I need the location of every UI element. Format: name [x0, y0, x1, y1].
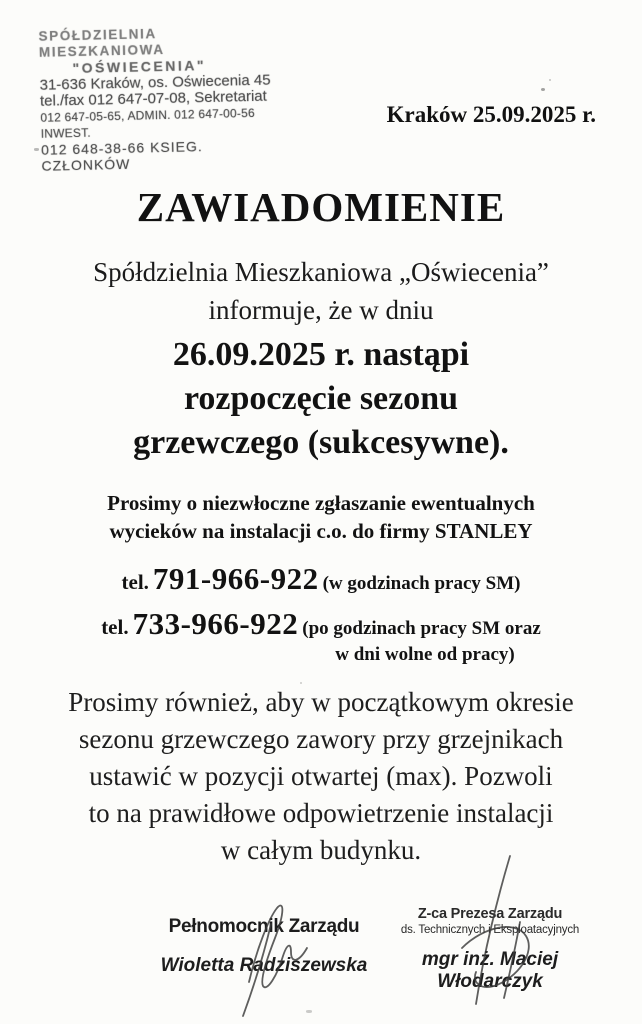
phone-line-2: [0, 606, 642, 642]
phone-line-1: [0, 561, 642, 597]
paragraph-line: ustawić w pozycji otwartej (max). Pozwoli: [89, 761, 553, 791]
phone-prefix: tel.: [101, 615, 129, 639]
closing-paragraph: [0, 684, 642, 869]
paragraph-line: to na prawidłowe odpowietrzenie instalacji: [88, 798, 554, 828]
stamp-line: SPÓŁDZIELNIA MIESZKANIOWA: [38, 26, 165, 60]
scan-speck: [541, 88, 545, 91]
paragraph-line: sezonu grzewczego zawory przy grzejnikach: [78, 724, 564, 754]
signer-role: Z-ca Prezesa Zarządu: [417, 906, 563, 922]
phone-number: 791-966-922: [152, 561, 319, 596]
paragraph-line: Prosimy również, aby w początkowym okresie: [68, 687, 574, 717]
scan-speck: [34, 148, 39, 151]
phone-prefix: tel.: [121, 570, 149, 594]
scan-speck: [549, 79, 551, 81]
phone-note-continuation: w dni wolne od pracy): [335, 644, 515, 665]
signer-name: Wioletta Radziszewska: [160, 955, 368, 976]
request-line: Prosimy o niezwłoczne zgłaszanie ewentualnych: [107, 491, 535, 515]
intro-line: informuje, że w dniu: [208, 295, 434, 325]
signer-role-detail: ds. Technicznych i Eksploatacyjnych: [400, 924, 580, 936]
stamp-line: "OŚWIECENIA": [72, 57, 207, 77]
request-paragraph: [0, 489, 642, 545]
announcement-line: rozpoczęcie sezonu: [183, 380, 459, 417]
phone-number: 733-966-922: [132, 606, 299, 641]
document-title: ZAWIADOMIENIE: [136, 184, 506, 230]
scan-speck: [300, 682, 302, 684]
paragraph-line: w całym budynku.: [220, 835, 422, 865]
signature-block-left: [148, 916, 380, 977]
signer-name: mgr inż. Maciej Włodarczyk: [421, 949, 559, 992]
announcement-heading: [0, 333, 642, 465]
scan-speck: [306, 1010, 312, 1013]
phone-note: (w godzinach pracy SM): [322, 573, 521, 594]
phone-note: (po godzinach pracy SM oraz: [302, 618, 541, 639]
stamp-line: tel./fax 012 647-07-08, Sekretariat: [39, 87, 267, 110]
signer-role: Pełnomocnik Zarządu: [168, 916, 360, 937]
intro-line: Spółdzielnia Mieszkaniowa „Oświecenia”: [93, 257, 549, 287]
announcement-line: grzewczego (sukcesywne).: [133, 424, 509, 461]
dateline: Kraków 25.09.2025 r.: [386, 102, 596, 127]
stamp-line: 012 648-38-66 KSIEG. CZŁONKÓW: [40, 138, 203, 174]
signature-block-right: [384, 906, 596, 993]
stamp-line: 012 647-05-65, ADMIN. 012 647-00-56 INWEST.: [40, 105, 255, 141]
intro-paragraph: [0, 253, 642, 329]
announcement-line: 26.09.2025 r. nastąpi: [172, 336, 470, 373]
request-line: wycieków na instalacji c.o. do firmy STANLEY: [109, 519, 533, 543]
stamp-line: 31-636 Kraków, os. Oświecenia 45: [39, 71, 271, 94]
